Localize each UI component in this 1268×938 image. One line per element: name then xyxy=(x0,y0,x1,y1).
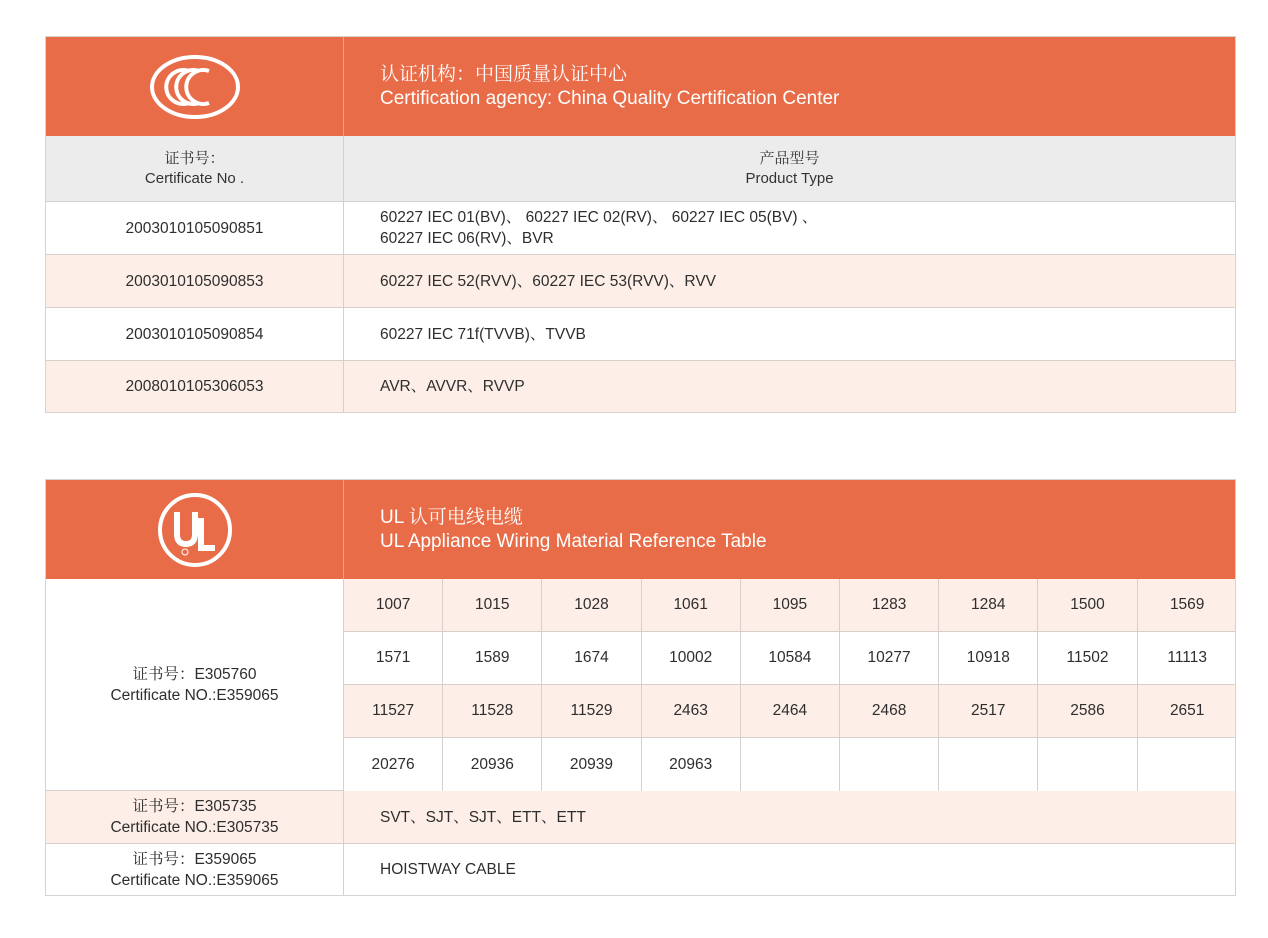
grid-row xyxy=(344,579,1235,632)
cert-number: 2003010105090851 xyxy=(46,202,344,254)
ul-main-cert-line2: Certificate NO.:E359065 xyxy=(110,686,279,704)
cert-number xyxy=(46,844,344,895)
ul-main-cert-line1: 证书号：E305760 xyxy=(132,665,257,683)
grid-cell: 2586 xyxy=(1038,685,1137,737)
ul-grid-block xyxy=(46,579,1235,791)
grid-cell: 2463 xyxy=(642,685,741,737)
cert-no-header xyxy=(46,136,344,201)
ul-reference-table xyxy=(45,479,1236,896)
grid-cell: 1007 xyxy=(344,579,443,631)
grid-cell: 1569 xyxy=(1169,596,1205,613)
grid-cell: 10277 xyxy=(840,632,939,684)
table-row xyxy=(46,202,1235,255)
grid-cell: 20963 xyxy=(642,738,741,791)
grid-cell: 2651 xyxy=(1169,702,1205,719)
table-row xyxy=(46,361,1235,412)
ul-header xyxy=(46,480,1235,579)
grid-cell: 1674 xyxy=(542,632,641,684)
product-types: 60227 IEC 52(RVV)、60227 IEC 53(RVV)、RVV xyxy=(380,272,717,290)
product-types: AVR、AVVR、RVVP xyxy=(380,378,525,395)
cert-number: 2003010105090853 xyxy=(46,255,344,307)
cert-number-line2: Certificate NO.:E305735 xyxy=(110,819,279,836)
table-row xyxy=(46,308,1235,361)
grid-cell: 11113 xyxy=(1167,649,1208,666)
table-row xyxy=(46,844,1235,895)
table-row xyxy=(46,791,1235,844)
ul-style-grid xyxy=(344,579,1235,790)
grid-cell: 20939 xyxy=(542,738,641,791)
ccc-header xyxy=(46,37,1235,136)
product-type-header-en: Product Type xyxy=(745,169,834,187)
grid-cell: 1500 xyxy=(1038,579,1137,631)
grid-cell: 11527 xyxy=(344,685,443,737)
cert-number xyxy=(46,791,344,843)
product-types-line2: 60227 IEC 06(RV)、BVR xyxy=(380,230,554,247)
product-types: HOISTWAY CABLE xyxy=(380,861,516,878)
ccc-title-cn: 认证机构：中国质量认证中心 xyxy=(380,63,628,85)
product-type-header-cn: 产品型号 xyxy=(759,149,820,167)
ccc-certification-table xyxy=(45,36,1236,413)
grid-cell xyxy=(840,738,939,791)
grid-cell: 1589 xyxy=(443,632,542,684)
grid-row xyxy=(344,738,1235,791)
cert-number-line1: 证书号：E359065 xyxy=(132,850,257,868)
grid-cell: 1095 xyxy=(741,579,840,631)
grid-cell: 1571 xyxy=(344,632,443,684)
grid-cell: 11528 xyxy=(443,685,542,737)
grid-cell: 1015 xyxy=(443,579,542,631)
ul-logo-cell xyxy=(46,480,344,579)
grid-cell: 1283 xyxy=(840,579,939,631)
grid-cell: 2517 xyxy=(939,685,1038,737)
grid-cell: 11529 xyxy=(542,685,641,737)
cert-number: 2003010105090854 xyxy=(46,308,344,360)
grid-cell: 1061 xyxy=(642,579,741,631)
ccc-logo-icon xyxy=(149,53,241,121)
ccc-logo-cell xyxy=(46,37,344,136)
product-types-line1: 60227 IEC 01(BV)、 60227 IEC 02(RV)、 60227 IEC 05(BV) 、 xyxy=(380,209,818,226)
product-type-header xyxy=(344,136,1235,201)
grid-cell xyxy=(741,738,840,791)
ul-main-cert xyxy=(46,579,344,790)
product-types: SVT、SJT、SJT、ETT、ETT xyxy=(380,808,586,826)
grid-cell: 10002 xyxy=(642,632,741,684)
ccc-title-en: Certification agency: China Quality Certification Center xyxy=(380,87,840,109)
grid-cell xyxy=(1038,738,1137,791)
cert-number: 2008010105306053 xyxy=(46,361,344,412)
grid-cell: 11502 xyxy=(1038,632,1137,684)
grid-cell: 20276 xyxy=(344,738,443,791)
ccc-column-header xyxy=(46,136,1235,202)
grid-cell: 10584 xyxy=(741,632,840,684)
grid-cell: 1284 xyxy=(939,579,1038,631)
ul-header-title xyxy=(344,480,1235,579)
table-row xyxy=(46,255,1235,308)
cert-number-line1: 证书号：E305735 xyxy=(132,798,257,815)
grid-cell xyxy=(939,738,1038,791)
ul-title-en: UL Appliance Wiring Material Reference Table xyxy=(380,530,767,552)
product-types: 60227 IEC 71f(TVVB)、TVVB xyxy=(380,325,586,343)
cert-no-header-cn: 证书号： xyxy=(164,149,225,167)
grid-row xyxy=(344,685,1235,738)
ul-title-cn: UL 认可电线电缆 xyxy=(380,506,523,528)
grid-cell: 2464 xyxy=(741,685,840,737)
grid-cell: 10918 xyxy=(939,632,1038,684)
grid-cell xyxy=(1138,738,1237,791)
product-types xyxy=(344,202,1235,254)
cert-number-line2: Certificate NO.:E359065 xyxy=(110,871,279,889)
ul-logo-icon xyxy=(149,496,241,564)
ccc-header-title xyxy=(344,37,1235,136)
grid-cell: 2468 xyxy=(840,685,939,737)
grid-cell: 1028 xyxy=(542,579,641,631)
cert-no-header-en: Certificate No . xyxy=(144,169,245,187)
grid-row xyxy=(344,632,1235,685)
grid-cell: 20936 xyxy=(443,738,542,791)
